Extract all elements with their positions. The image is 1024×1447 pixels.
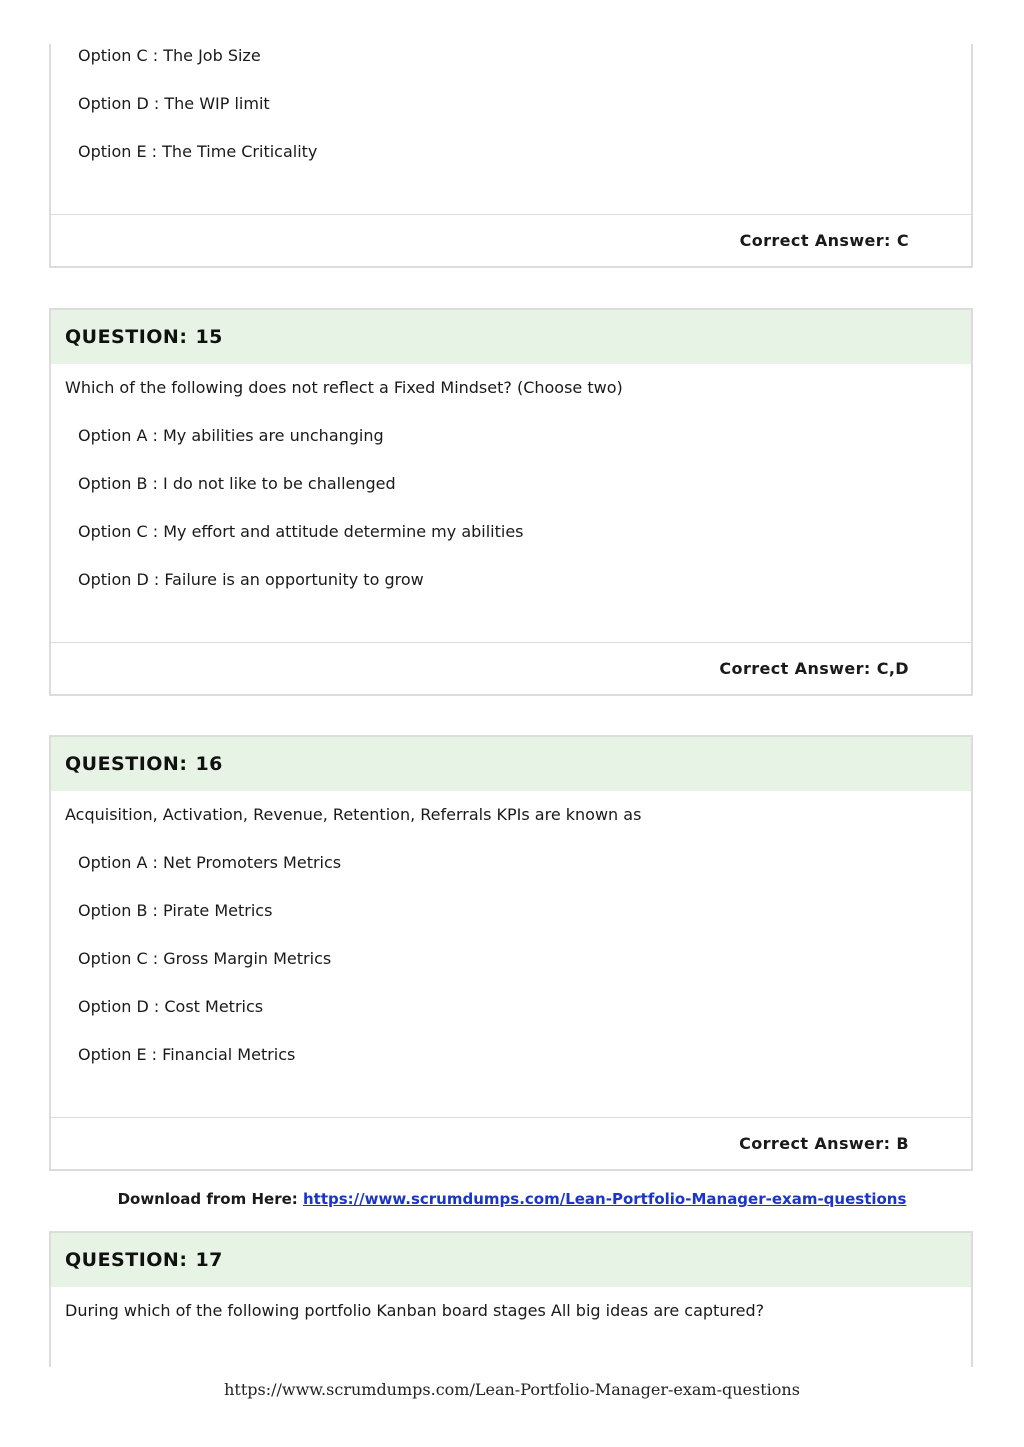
option-e: Option E : Financial Metrics bbox=[78, 1045, 296, 1064]
option-c: Option C : Gross Margin Metrics bbox=[78, 949, 332, 968]
question-number: 15 bbox=[195, 326, 223, 348]
correct-answer-value: C bbox=[896, 231, 909, 250]
correct-answer-value: B bbox=[896, 1134, 909, 1153]
option-e: Option E : The Time Criticality bbox=[78, 142, 318, 161]
correct-answer-value: C,D bbox=[876, 659, 909, 678]
download-label: Download from Here: bbox=[117, 1190, 298, 1208]
question-header bbox=[51, 737, 971, 791]
question-card-17 bbox=[49, 1231, 973, 1367]
question-label: QUESTION: bbox=[65, 1249, 188, 1271]
question-text: During which of the following portfolio Kanban board stages All big ideas are captured? bbox=[65, 1301, 765, 1320]
question-header bbox=[51, 1233, 971, 1287]
question-label: QUESTION: bbox=[65, 326, 188, 348]
download-banner bbox=[0, 1190, 1024, 1208]
correct-answer-label: Correct Answer: bbox=[739, 1134, 891, 1153]
question-header bbox=[51, 310, 971, 364]
question-card-prev bbox=[49, 44, 973, 268]
option-a: Option A : Net Promoters Metrics bbox=[78, 853, 342, 872]
question-number: 16 bbox=[195, 753, 223, 775]
question-text: Which of the following does not reflect a Fixed Mindset? (Choose two) bbox=[65, 378, 623, 397]
correct-answer-label: Correct Answer: bbox=[739, 231, 891, 250]
question-number: 17 bbox=[195, 1249, 223, 1271]
option-c: Option C : The Job Size bbox=[78, 46, 261, 65]
correct-answer-label: Correct Answer: bbox=[719, 659, 871, 678]
option-b: Option B : I do not like to be challenged bbox=[78, 474, 396, 493]
correct-answer-row bbox=[51, 1117, 971, 1169]
page-footer: https://www.scrumdumps.com/Lean-Portfolio-Manager-exam-questions bbox=[224, 1380, 800, 1399]
option-a: Option A : My abilities are unchanging bbox=[78, 426, 384, 445]
option-d: Option D : The WIP limit bbox=[78, 94, 270, 113]
option-d: Option D : Failure is an opportunity to grow bbox=[78, 570, 424, 589]
correct-answer-row bbox=[51, 214, 971, 266]
option-b: Option B : Pirate Metrics bbox=[78, 901, 273, 920]
option-d: Option D : Cost Metrics bbox=[78, 997, 264, 1016]
question-card-15 bbox=[49, 308, 973, 696]
question-text: Acquisition, Activation, Revenue, Retention, Referrals KPIs are known as bbox=[65, 805, 642, 824]
correct-answer-row bbox=[51, 642, 971, 694]
option-c: Option C : My effort and attitude determine my abilities bbox=[78, 522, 524, 541]
download-link[interactable]: https://www.scrumdumps.com/Lean-Portfolio-Manager-exam-questions bbox=[303, 1190, 907, 1208]
question-card-16 bbox=[49, 735, 973, 1171]
question-label: QUESTION: bbox=[65, 753, 188, 775]
